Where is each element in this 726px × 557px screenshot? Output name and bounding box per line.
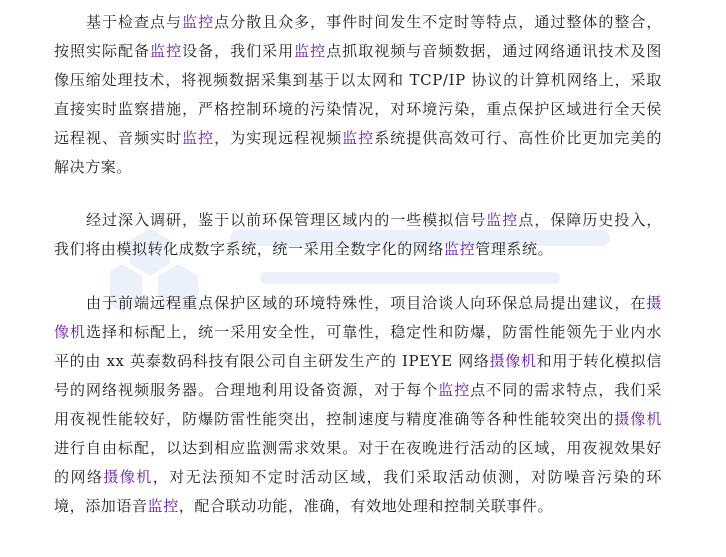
text-segment: 系统提供高效可行、高性价比更加完美的解决方案。 [54,129,662,176]
text-segment: ，为实现远程视频 [214,129,343,147]
keyword-link[interactable]: 摄像机 [489,352,537,370]
keyword-link[interactable]: 监控 [486,211,519,229]
text-segment: 选择和标配上，统一采用安全性，可靠性，稳定性和防爆，防雷性能领先于业内水平的由 xx 英泰数码科技有限公司自主研发生产的 IPEYE 网络 [54,323,663,370]
text-segment: 点抓取视频与音频数据，通过网络通讯技术及图像压缩处理技术，将视频数据采集到基于以太网和 TCP/IP 协议的计算机网络上，采取直接实时监察措施，严格控制环境的污染情况，对环境污染，重点保护区域进行全天侯远程视、音频实时 [54,42,663,147]
keyword-link[interactable]: 监控 [342,129,375,147]
text-segment: 管理系统。 [475,240,554,258]
text-segment: 设备，我们采用 [182,42,295,60]
keyword-link[interactable]: 监控 [150,42,183,60]
paragraph-3 [54,289,662,521]
keyword-link[interactable]: 监控 [444,240,476,258]
text-segment: 经过深入调研，鉴于以前环保管理区域内的一些模拟信号 [86,211,487,229]
paragraph-1 [54,8,662,182]
paragraph-2 [54,206,662,264]
text-segment: ，配合联动功能，准确，有效地处理和控制关联事件。 [178,497,554,515]
keyword-link[interactable]: 监控 [294,42,327,60]
keyword-link[interactable]: 监控 [147,497,179,515]
keyword-link[interactable]: 监控 [438,381,471,399]
text-segment: 点，保障历史投入，我们将由模拟转化成数字系统，统一采用全数字化的网络 [54,211,662,258]
text-segment: 基于检查点与 [86,13,183,31]
keyword-link[interactable]: 监控 [182,13,215,31]
text-segment: 进行自由标配，以达到相应监测需求效果。对于在夜晚进行活动的区域，用夜视效果好的网络 [54,439,662,486]
text-segment: 点不同的需求特点，我们采用夜视性能较好，防爆防雷性能突出，控制速度与精度准确等各种性能较突出的 [54,381,663,428]
text-segment: 和用于转化模拟信号的网络视频服务器。合理地利用设备资源，对于每个 [54,352,662,399]
keyword-link[interactable]: 摄像机 [614,410,662,428]
text-segment: 点分散且众多，事件时间发生不定时等特点，通过整体的整合，按照实际配备 [54,13,663,60]
text-segment: 由于前端远程重点保护区域的环境特殊性，项目洽谈人向环保总局提出建议，在 [86,294,647,312]
keyword-link[interactable]: 摄像机 [103,468,153,486]
keyword-link[interactable]: 摄像机 [54,294,662,341]
keyword-link[interactable]: 监控 [182,129,215,147]
text-segment: ，对无法预知不定时活动区域，我们采取活动侦测，对防噪音污染的环境，添加语音 [54,468,662,515]
